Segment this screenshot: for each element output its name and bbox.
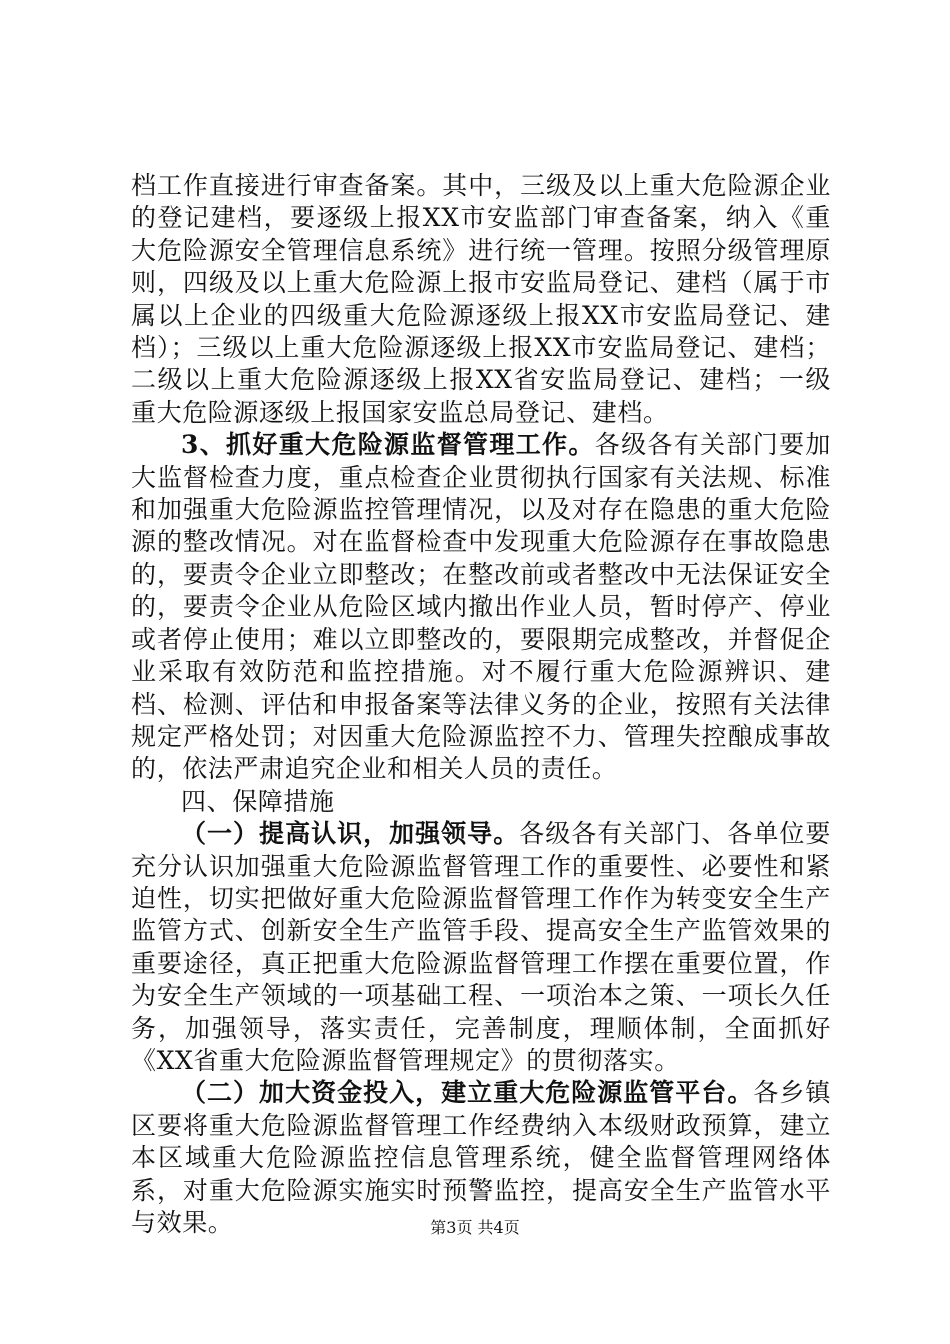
section-heading: 四、保障措施 — [181, 786, 335, 816]
paragraph-text: 各级各有关部门要加大监督检查力度，重点检查企业贯彻执行国家有关法规、标准和加强重大危险源监控管理情况，以及对存在隐患的重大危险源的整改情况。对在监督检查中发现重大危险源存在事故隐患的，要责令企业立即整改；在整改前或者整改中无法保证安全的，要责令企业从危险区域内撤出作业人员，暂时停产、停业或者停止使用；难以立即整改的，要限期完成整改，并督促企业采取有效防范和监控措施。对不履行重大危险源辨识、建档、检测、评估和申报备案等法律义务的企业，按照有关法律规定严格处罚；对因重大危险源监控不力、管理失控酿成事故的，依法严肃追究企业和相关人员的责任。 — [131, 430, 831, 784]
paragraph-item-3 — [131, 429, 831, 785]
paragraph-continuation — [131, 170, 831, 429]
paragraph-text: 各级各有关部门、各单位要充分认识加强重大危险源监督管理工作的重要性、必要性和紧迫性，切实把做好重大危险源监督管理工作作为转变安全生产监管方式、创新安全生产监管手段、提高安全生产监管效果的重要途径，真正把重大危险源监督管理工作摆在重要位置，作为安全生产领域的一项基础工程、一项治本之策、一项长久任务，加强领导，落实责任，完善制度，理顺体制，全面抓好《XX省重大危险源监督管理规定》的贯彻落实。 — [131, 819, 831, 1075]
paragraph-text: 档工作直接进行审查备案。其中，三级及以上重大危险源企业的登记建档，要逐级上报XX市安监部门审查备案，纳入《重大危险源安全管理信息系统》进行统一管理。按照分级管理原则，四级及以上重大危险源上报市安监局登记、建档（属于市属以上企业的四级重大危险源逐级上报XX市安监局登记、建档）；三级以上重大危险源逐级上报XX市安监局登记、建档；二级以上重大危险源逐级上报XX省安监局登记、建档；一级重大危险源逐级上报国家安监总局登记、建档。 — [131, 171, 831, 427]
paragraph-lead: （一）提高认识，加强领导。 — [181, 819, 520, 849]
paragraph-lead: （二）加大资金投入，建立重大危险源监管平台。 — [181, 1078, 754, 1108]
paragraph-text: 各乡镇区要将重大危险源监督管理工作经费纳入本级财政预算，建立本区域重大危险源监控信息管理系统，健全监督管理网络体系，对重大危险源实施实时预警监控，提高安全生产监管水平与效果。 — [131, 1078, 831, 1237]
paragraph-lead: 3、抓好重大危险源监督管理工作。 — [181, 430, 595, 460]
paragraph-measure-1 — [131, 818, 831, 1077]
page-footer — [0, 1215, 950, 1238]
document-body — [131, 170, 831, 1239]
page-number-label: 第3页 共4页 — [430, 1218, 520, 1237]
